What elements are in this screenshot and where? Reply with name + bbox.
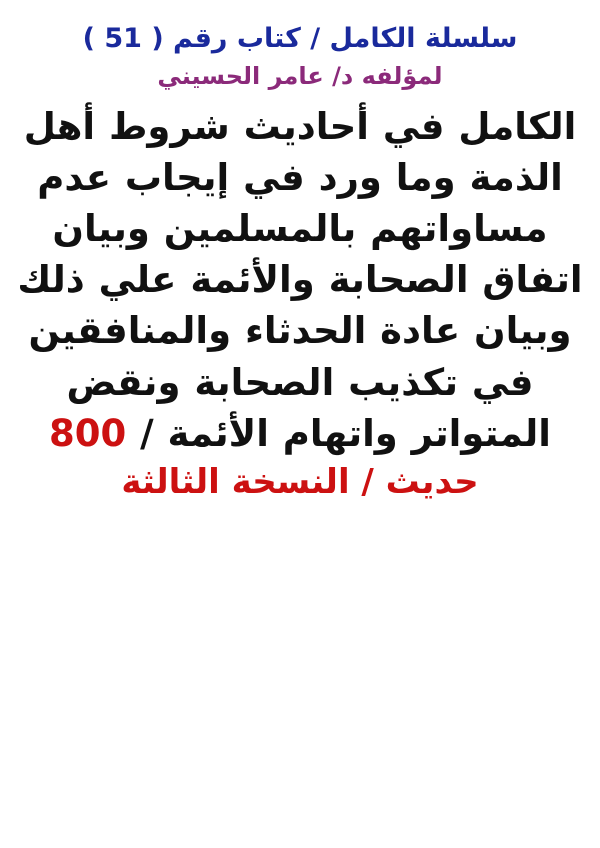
edition-line: حديث / النسخة الثالثة bbox=[121, 461, 479, 502]
book-title bbox=[14, 101, 586, 458]
hadith-count: 800 bbox=[49, 411, 127, 455]
author-heading: لمؤلفه د/ عامر الحسيني bbox=[157, 61, 443, 90]
book-title-text: الكامل في أحاديث شروط أهل الذمة وما ورد في إيجاب عدم مساواتهم بالمسلمين وبيان اتفاق الصحابة والأئمة علي ذلك وبيان عادة الحدثاء والمنافقين في تكذيب الصحابة ونقض المتواتر واتهام الأئمة / bbox=[17, 105, 583, 455]
series-heading: سلسلة الكامل / كتاب رقم ( 51 ) bbox=[82, 23, 518, 54]
